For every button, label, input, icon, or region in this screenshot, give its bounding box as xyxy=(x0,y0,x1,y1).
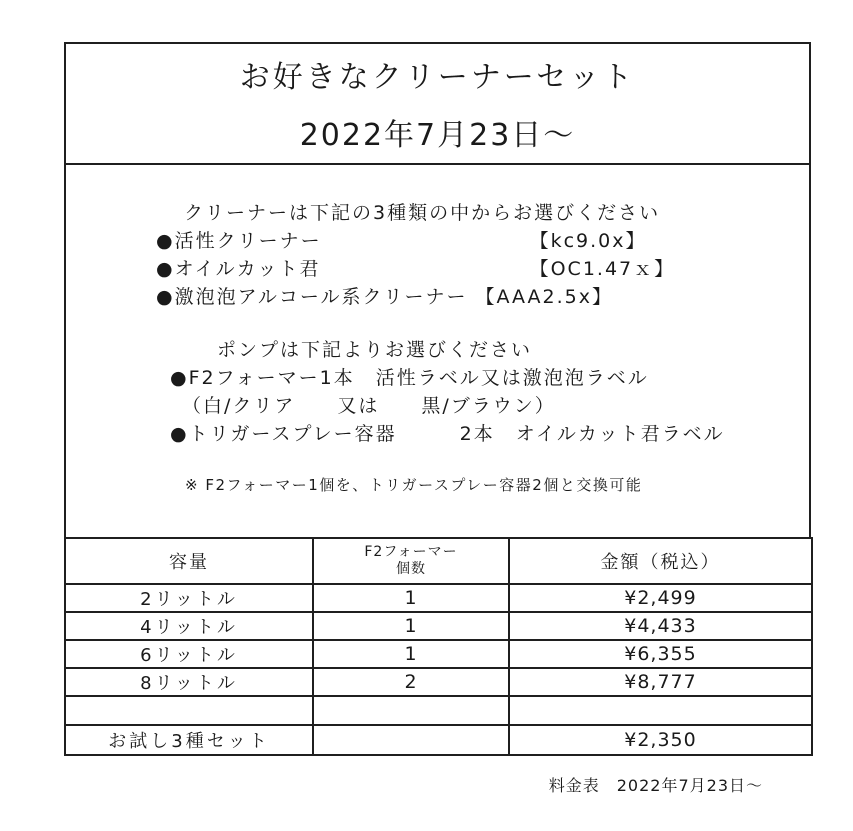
table-row xyxy=(65,725,812,755)
count-cell: 1 xyxy=(313,584,509,612)
capacity-cell: お試し3種セット xyxy=(65,725,313,755)
bullet-icon: ● xyxy=(156,286,175,308)
page-title: お好きなクリーナーセット xyxy=(239,60,636,95)
content-section xyxy=(66,165,809,495)
price-cell: ¥4,433 xyxy=(509,612,812,640)
title-section xyxy=(66,44,809,165)
cleaner-section-heading: クリーナーは下記の3種類の中からお選びください xyxy=(184,202,661,224)
pump-section xyxy=(170,336,799,448)
price-cell xyxy=(509,696,812,725)
bullet-icon: ● xyxy=(156,258,175,280)
header-price: 金額（税込） xyxy=(509,538,812,584)
table-row xyxy=(65,640,812,668)
cleaner-item xyxy=(156,283,799,311)
table-row xyxy=(65,668,812,696)
count-cell xyxy=(313,696,509,725)
exchange-note: ※ F2フォーマー1個を、トリガースプレー容器2個と交換可能 xyxy=(185,476,643,494)
effective-date: 2022年7月23日～ xyxy=(299,118,576,153)
table-header-row xyxy=(65,538,812,584)
price-cell: ¥2,499 xyxy=(509,584,812,612)
header-foamer-line1: F2フォーマー xyxy=(364,544,458,560)
capacity-cell: 6リットル xyxy=(65,640,313,668)
count-cell: 1 xyxy=(313,612,509,640)
table-row xyxy=(65,584,812,612)
cleaner-item xyxy=(156,255,799,283)
pump-option-colors: （白/クリア 又は 黒/ブラウン） xyxy=(182,395,556,417)
table-row xyxy=(65,612,812,640)
cleaner-code: 【AAA2.5x】 xyxy=(475,286,613,308)
count-cell xyxy=(313,725,509,755)
cleaner-name: オイルカット君 xyxy=(174,258,321,280)
price-cell: ¥2,350 xyxy=(509,725,812,755)
count-cell: 1 xyxy=(313,640,509,668)
capacity-cell: 2リットル xyxy=(65,584,313,612)
cleaner-code: 【kc9.0x】 xyxy=(529,230,647,252)
document-box xyxy=(64,42,811,537)
table-row-empty xyxy=(65,696,812,725)
header-capacity: 容量 xyxy=(65,538,313,584)
count-cell: 2 xyxy=(313,668,509,696)
cleaner-item xyxy=(156,227,799,255)
pump-section-heading: ポンプは下記よりお選びください xyxy=(217,339,533,361)
pump-option-f2-foamer: ●F2フォーマー1本 活性ラベル又は激泡泡ラベル xyxy=(170,367,649,389)
cleaner-name: 活性クリーナー xyxy=(174,230,322,252)
price-list-caption: 料金表 2022年7月23日～ xyxy=(548,776,763,795)
pump-option-trigger-spray: ●トリガースプレー容器 2本 オイルカット君ラベル xyxy=(170,423,725,445)
bullet-icon: ● xyxy=(156,230,175,252)
header-foamer-count xyxy=(313,538,509,584)
header-foamer-line2: 個数 xyxy=(396,561,426,577)
capacity-cell xyxy=(65,696,313,725)
price-cell: ¥6,355 xyxy=(509,640,812,668)
price-table xyxy=(64,537,813,756)
capacity-cell: 8リットル xyxy=(65,668,313,696)
cleaner-code: 【OC1.47ｘ】 xyxy=(529,258,676,280)
capacity-cell: 4リットル xyxy=(65,612,313,640)
price-cell: ¥8,777 xyxy=(509,668,812,696)
cleaner-name: 激泡泡アルコール系クリーナー xyxy=(174,286,468,308)
cleaner-list xyxy=(156,227,799,311)
